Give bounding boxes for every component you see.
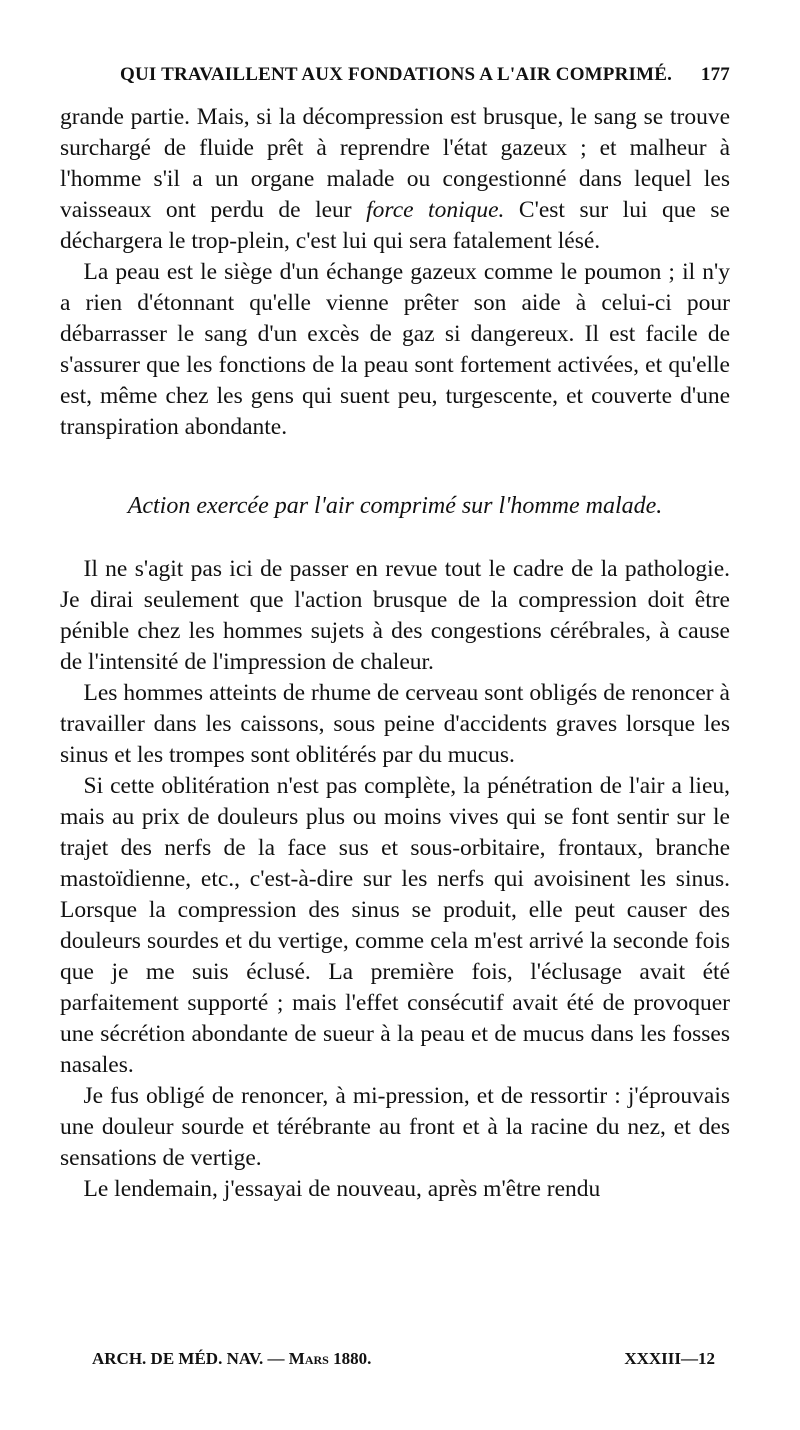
paragraph: Il ne s'agit pas ici de passer en revue tout le cadre de la pathologie. Je dirai seulement que l'action brusque de la compression doit être pénible chez les hommes sujets à des congestions cérébrales, à cause de l'intensité de l'impression de chaleur. [60,556,730,675]
paragraph-text: grande partie. Mais, si la décompression est brusque, le sang se trouve surchargé de fluide prêt à reprendre l'état gazeux ; et malheur à l'homme s'il a un organe malade ou congestionné dans lequel les vaisseaux ont perdu de leur [60,104,730,223]
running-head-title: QUI TRAVAILLENT AUX FONDATIONS A L'AIR COMPRIMÉ. [120,64,673,85]
paragraph: La peau est le siège d'un échange gazeux comme le poumon ; il n'y a rien d'étonnant qu'elle vienne prêter son aide à celui-ci pour débarrasser le sang d'un excès de gaz si dangereux. Il est facile de s'assurer que les fonctions de la peau sont fortement activées, et qu'elle est, même chez les gens qui suent peu, turgescente, et couverte d'une transpiration abondante. [60,259,730,440]
paragraph-continuation [60,102,730,257]
printer-signature-mark: XXXIII—12 [624,1349,715,1368]
paragraph: Je fus obligé de renoncer, à mi-pression, et de ressortir : j'éprouvais une douleur sourde et térébrante au front et à la racine du nez, et des sensations de vertige. [60,1083,730,1171]
page-number: 177 [700,64,730,85]
emphasis-text: force tonique. [366,197,505,223]
page-footer [92,1349,730,1379]
journal-reference: ARCH. DE MÉD. NAV. — Mars 1880. [92,1349,372,1368]
body-text [60,102,730,1205]
paragraph: Les hommes atteints de rhume de cerveau sont obligés de renoncer à travailler dans les caissons, sous peine d'accidents graves lorsque les sinus et les trompes sont oblitérés par du mucus. [60,680,730,768]
paragraph: Le lendemain, j'essayai de nouveau, après m'être rendu [83,1176,601,1202]
section-heading: Action exercée par l'air comprimé sur l'homme malade. [127,493,663,519]
paragraph-text: C'est sur lui que se déchargera le trop-plein, c'est lui qui sera fatalement lésé. [60,197,730,254]
running-head [120,64,730,94]
paragraph: Si cette oblitération n'est pas complète, la pénétration de l'air a lieu, mais au prix de douleurs plus ou moins vives qui se font sentir sur le trajet des nerfs de la face sus et sous-orbitaire, frontaux, branche mastoïdienne, etc., c'est-à-dire sur les nerfs qui avoisinent les sinus. Lorsque la compression des sinus se produit, elle peut causer des douleurs sourdes et du vertige, comme cela m'est arrivé la seconde fois que je me suis éclusé. La première fois, l'éclusage avait été parfaitement supporté ; mais l'effet consécutif avait été de provoquer une sécrétion abondante de sueur à la peau et de mucus dans les fosses nasales. [60,773,730,1078]
